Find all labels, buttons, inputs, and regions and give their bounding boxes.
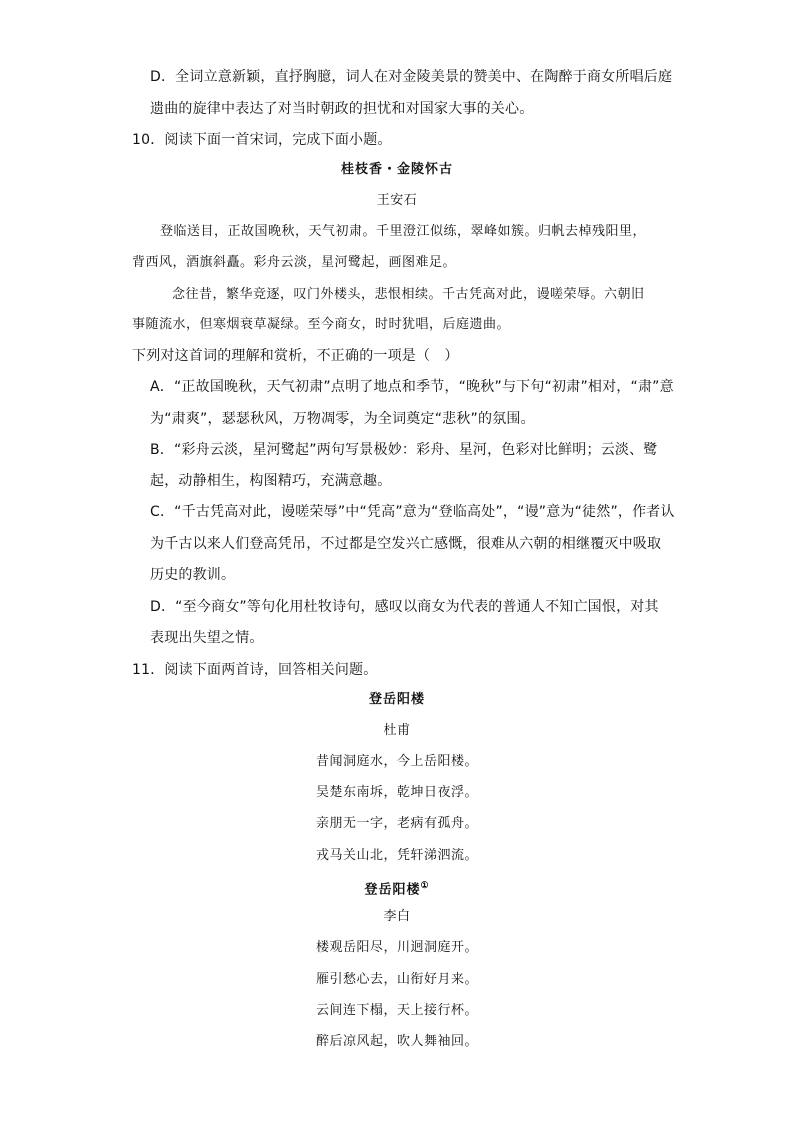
q10-option-b-line1: B．“彩舟云淡，星河鹭起”两句写景极妙：彩舟、星河，色彩对比鲜明；云淡、鹭	[150, 442, 658, 458]
q10-stanza1-line1: 登临送目，正故国晚秋，天气初肃。千里澄江似练，翠峰如簇。归帆去棹残阳里，	[160, 224, 647, 239]
q10-option-a-line2: 为“肃爽”，瑟瑟秋风，万物凋零，为全词奠定“悲秋”的氛围。	[150, 411, 535, 427]
q11-poem1-line: 昔闻洞庭水，今上岳阳楼。	[315, 754, 478, 769]
q11-poem1-line: 亲朋无一字，老病有孤舟。	[315, 816, 478, 831]
q10-option-c-line3: 历史的教训。	[150, 567, 236, 583]
q10-poem-title: 桂枝香・金陵怀古	[340, 162, 453, 177]
q11-poem2-note-mark: ①	[420, 881, 430, 891]
q10-poem-author: 王安石	[376, 193, 418, 208]
q9-option-d-line2: 遗曲的旋律中表达了对当时朝政的担忧和对国家大事的关心。	[150, 101, 534, 117]
q9-option-d-line1: D．全词立意新颖，直抒胸臆，词人在对金陵美景的赞美中、在陶醉于商女所唱后庭	[150, 69, 673, 85]
q11-poem2-author: 李白	[383, 909, 411, 924]
q11-poem1-line: 戎马关山北，凭轩涕泗流。	[315, 848, 478, 863]
q11-poem2-line: 醉后凉风起，吹人舞袖回。	[315, 1034, 478, 1049]
q10-question: 下列对这首词的理解和赏析，不正确的一项是（ ）	[132, 348, 459, 364]
q11-poem2-line: 楼观岳阳尽，川迥洞庭开。	[315, 940, 478, 955]
q10-stem: 10．阅读下面一首宋词，完成下面小题。	[132, 132, 392, 148]
q10-stanza2-line2: 事随流水，但寒烟衰草凝绿。至今商女，时时犹唱，后庭遗曲。	[132, 317, 511, 332]
q11-poem1-author: 杜甫	[383, 723, 411, 738]
q11-poem2-line: 雁引愁心去，山衔好月来。	[315, 972, 478, 987]
q10-stanza1-line2: 背西风，酒旗斜矗。彩舟云淡，星河鹭起，画图难足。	[132, 255, 457, 270]
q10-option-c-line1: C．“千古凭高对此，谩嗟荣辱”中“凭高”意为“登临高处”，“谩”意为“徒然”，作者认	[150, 504, 675, 520]
q11-poem2-title-wrap	[0, 876, 794, 900]
q11-poem2-title: 登岳阳楼	[364, 882, 421, 898]
q10-option-c-line2: 为千古以来人们登高凭吊，不过都是空发兴亡感慨，很难从六朝的相继覆灭中吸取	[150, 536, 662, 552]
q11-poem1-title: 登岳阳楼	[368, 692, 425, 707]
q10-option-d-line2: 表现出失望之情。	[150, 630, 264, 646]
q10-stanza2-line1: 念往昔，繁华竞逐，叹门外楼头，悲恨相续。千古凭高对此，谩嗟荣辱。六朝旧	[172, 287, 645, 302]
q11-poem1-line: 吴楚东南坼，乾坤日夜浮。	[315, 785, 478, 800]
q11-stem: 11．阅读下面两首诗，回答相关问题。	[132, 662, 378, 678]
q11-poem2-line: 云间连下榻，天上接行杯。	[315, 1003, 478, 1018]
q10-option-d-line1: D．“至今商女”等句化用杜牧诗句，感叹以商女为代表的普通人不知亡国恨，对其	[150, 599, 659, 615]
q10-option-b-line2: 起，动静相生，构图精巧，充满意趣。	[150, 473, 392, 489]
q10-option-a-line1: A．“正故国晚秋，天气初肃”点明了地点和季节，“晚秋”与下句“初肃”相对，“肃”意	[150, 379, 674, 395]
